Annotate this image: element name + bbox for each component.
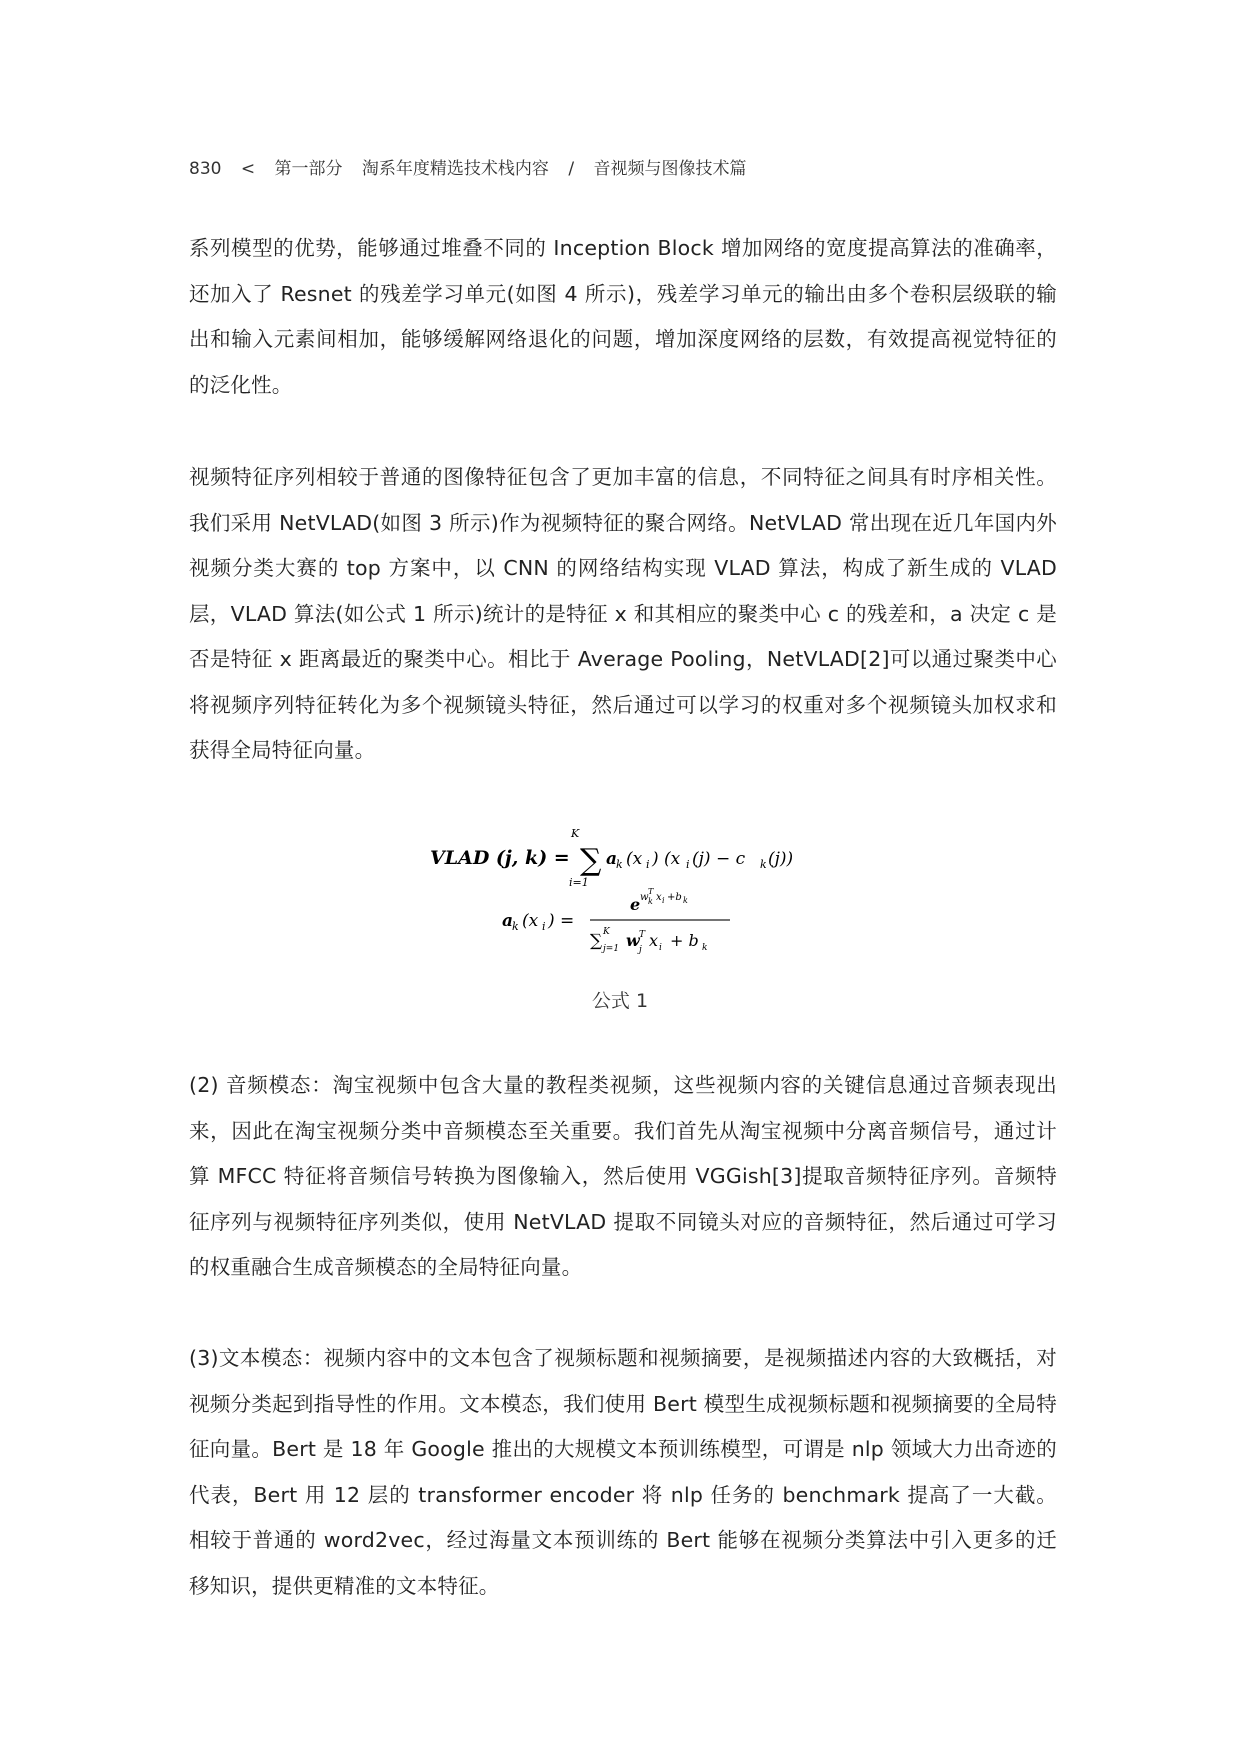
formula-numerator-w-sub: k: [648, 897, 653, 906]
paragraph-text: (2) 音频模态：淘宝视频中包含大量的教程类视频，这些视频内容的关键信息通过音频表现出来，因此在淘宝视频分类中音频模态至关重要。我们首先从淘宝视频中分离音频信号，通过计算 MFCC 特征将音频信号转换为图像输入，然后使用 VGGish[3]提取音频特征序列。音频特征序列与视频特征序列类似，使用 NetVLAD 提取不同镜头对应的音频特征，然后通过可学习的权重融合生成音频模态的全局特征向量。: [189, 1073, 1057, 1279]
paragraph-netvlad: [189, 455, 1057, 774]
formula-denominator-sum: ∑: [590, 931, 603, 951]
formula-denominator-w-sup: T: [639, 930, 646, 940]
header-chapter: 音视频与图像技术篇: [593, 159, 747, 179]
header-separator: <: [240, 159, 256, 179]
formula-numerator-plus-b: +b: [667, 892, 682, 903]
header-book-title: 淘系年度精选技术栈内容: [361, 159, 549, 179]
formula-line2-eq: ) =: [548, 911, 575, 931]
formula-line2-x: (x: [522, 911, 539, 931]
formula-line1-minus-c: (j) − c: [692, 849, 746, 869]
formula-line1-x2: ) (x: [652, 849, 681, 869]
formula-line1-lhs: VLAD (j, k) =: [430, 847, 570, 869]
paragraph-text: (3)文本模态：视频内容中的文本包含了视频标题和视频摘要，是视频描述内容的大致概括，对视频分类起到指导性的作用。文本模态，我们使用 Bert 模型生成视频标题和视频摘要的全局特征向量。Bert 是 18 年 Google 推出的大规模文本预训练模型，可谓是 nlp 领域大力出奇迹的代表，Bert 用 12 层的 transformer encoder 将 nlp 任务的 benchmark 提高了一大截。相较于普通的 word2vec，经过海量文本预训练的 Bert 能够在视频分类算法中引入更多的迁移知识，提供更精准的文本特征。: [189, 1346, 1057, 1598]
formula-line2-a-sub: k: [512, 920, 519, 933]
formula-sum-upper: K: [571, 827, 580, 840]
formula-line1-end: (j)): [768, 849, 794, 869]
formula-line2-a: a: [502, 911, 514, 931]
formula-numerator-e: e: [630, 895, 641, 914]
paragraph-text: 视频特征序列相较于普通的图像特征包含了更加丰富的信息，不同特征之间具有时序相关性。我们采用 NetVLAD(如图 3 所示)作为视频特征的聚合网络。NetVLAD 常出现在近几年国内外视频分类大赛的 top 方案中，以 CNN 的网络结构实现 VLAD 算法，构成了新生成的 VLAD 层，VLAD 算法(如公式 1 所示)统计的是特征 x 和其相应的聚类中心 c 的残差和，a 决定 c 是否是特征 x 距离最近的聚类中心。相比于 Average Pooling，NetVLAD[2]可以通过聚类中心将视频序列特征转化为多个视频镜头特征，然后通过可以学习的权重对多个视频镜头加权求和获得全局特征向量。: [189, 465, 1057, 762]
formula-vlad: [430, 820, 810, 960]
running-header: [189, 154, 760, 179]
formula-numerator-w-sup: T: [648, 887, 654, 896]
formula-denominator-plus-b: + b: [670, 931, 699, 950]
formula-denominator-x: x: [649, 931, 659, 950]
formula-denominator-sum-upper: K: [603, 927, 610, 937]
header-slash: /: [568, 159, 575, 179]
formula-line1-a-sub: k: [616, 858, 623, 871]
formula-numerator-w: w: [640, 892, 649, 903]
formula-svg: [430, 820, 810, 960]
paragraph-text-modality: [189, 1336, 1057, 1609]
formula-sum-lower: i=1: [569, 876, 589, 889]
paragraph-audio: [189, 1063, 1057, 1291]
formula-line1-x2-sub: i: [686, 858, 690, 871]
page-number: 830: [189, 159, 222, 179]
header-part: 第一部分: [274, 159, 343, 179]
formula-denominator-sum-lower: j=1: [603, 944, 620, 954]
formula-caption: 公式 1: [591, 990, 649, 1012]
formula-sum-symbol: ∑: [580, 843, 602, 878]
paragraph-inception: [189, 226, 1057, 408]
formula-line1-a: a: [606, 849, 618, 869]
formula-line1-x-sub: i: [646, 858, 650, 871]
formula-denominator-x-sub: i: [659, 943, 662, 953]
formula-line2-x-sub: i: [542, 920, 546, 933]
formula-denominator-b-sub: k: [702, 943, 708, 953]
paragraph-text: 系列模型的优势，能够通过堆叠不同的 Inception Block 增加网络的宽度提高算法的准确率，还加入了 Resnet 的残差学习单元(如图 4 所示)，残差学习单元的输出由多个卷积层级联的输出和输入元素间相加，能够缓解网络退化的问题，增加深度网络的层数，有效提高视觉特征的的泛化性。: [189, 236, 1057, 397]
formula-line1-x: (x: [626, 849, 643, 869]
formula-numerator-x-sub: i: [662, 896, 665, 905]
formula-numerator-b-sub: k: [683, 896, 688, 905]
formula-denominator-w: w: [626, 931, 640, 950]
formula-denominator-w-sub: j: [639, 945, 642, 955]
formula-line1-c-sub: k: [760, 858, 767, 871]
formula-numerator-x: x: [656, 892, 662, 903]
